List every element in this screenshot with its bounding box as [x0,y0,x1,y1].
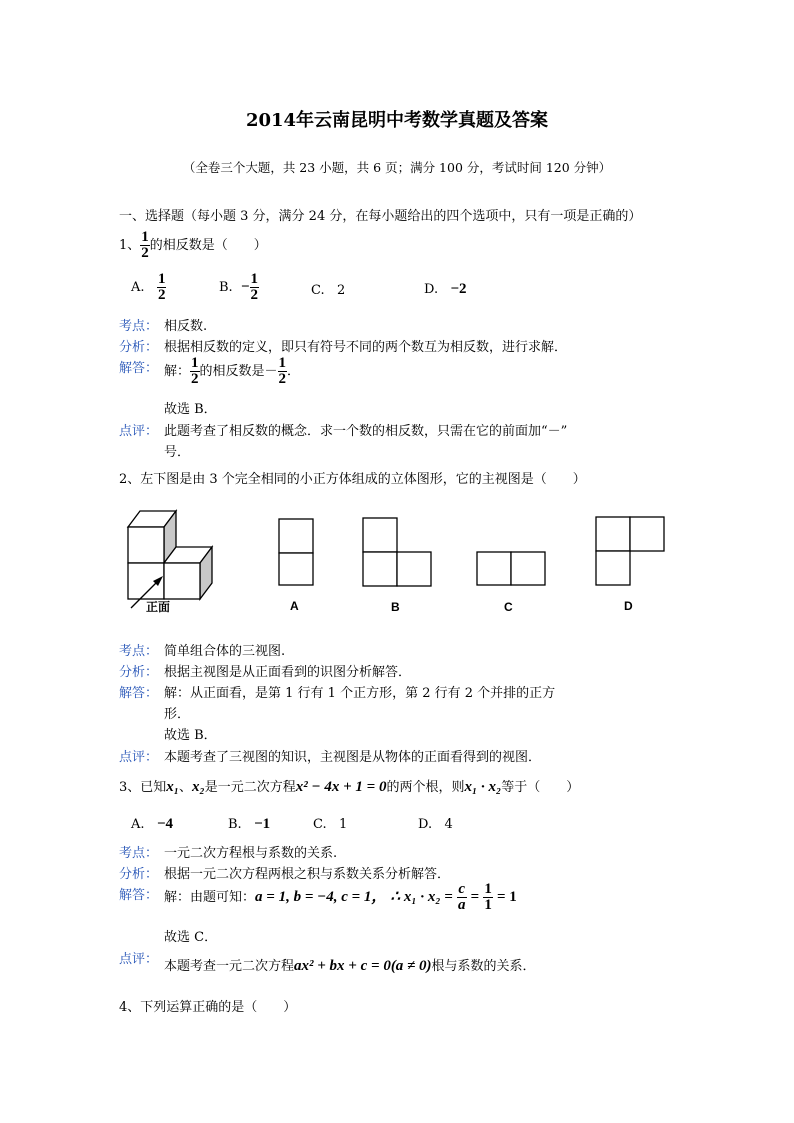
option-c[interactable]: C. 2 [311,283,346,298]
kaodian-label: 考点： [119,846,159,861]
section-heading: 一、选择题（每小题 3 分，满分 24 分，在每小题给出的四个选项中，只有一项是正确的） [119,209,642,224]
option-a[interactable]: A. −4 [131,816,173,832]
fraction-one-half: $\frac{1}{2}$ [141,229,149,261]
jieda-label: 解答： [119,686,159,701]
figure-c[interactable] [477,552,545,585]
front-label: 正面 [146,600,171,614]
choice-text: 故选 B． [164,728,217,743]
question-stem: 的相反数是（ ） [149,238,267,253]
dianping-text: 本题考查了三视图的知识，主视图是从物体的正面看得到的视图． [164,750,542,765]
dianping-text: 本题考查一元二次方程ax² + bx + c = 0(a ≠ 0)根与系数的关系． [164,958,536,974]
page-title: 2014年云南昆明中考数学真题及答案 [245,110,549,131]
question-number: 1、 [119,238,141,253]
figure-b[interactable] [363,518,431,586]
option-b[interactable]: B. −1 [228,816,271,832]
choice-text: 故选 B． [164,402,217,417]
option-c[interactable]: C. 1 [313,817,348,832]
figure-c-label: C [504,600,513,614]
cube-solid-figure [128,511,212,599]
question-1 [119,230,267,261]
three-view-figures [118,505,678,620]
option-b[interactable]: B. − $\frac{1}{2}$ [219,271,259,303]
dianping-text-1: 此题考查了相反数的概念．求一个数的相反数，只需在它的前面加“－” [164,424,568,439]
option-d[interactable]: D. −2 [424,281,467,297]
figure-d[interactable] [596,517,664,585]
jieda-label: 解答： [119,361,159,376]
kaodian-text: 简单组合体的三视图. [164,644,286,659]
figure-a[interactable] [279,519,313,585]
kaodian-text: 一元二次方程根与系数的关系. [164,846,338,861]
dianping-label: 点评： [119,424,159,439]
dianping-label: 点评： [119,952,159,967]
jieda-text-2: 形． [164,707,191,722]
figure-a-label: A [290,599,299,613]
option-a[interactable]: A. $\frac{1}{2}$ [131,271,166,303]
question-2: 2、左下图是由 3 个完全相同的小正方体组成的立体图形，它的主视图是（ ） [119,472,586,487]
jieda-text: 解：由题可知：a = 1, b = −4, c = 1， ∴ x₁ · x₂ = $\frac{c}{a}$ = $\frac{1}{1}$ = 1 [164,881,517,913]
jieda-label: 解答： [119,888,159,903]
dianping-label: 点评： [119,750,159,765]
choice-text: 故选 C． [164,930,218,945]
question-4: 4、下列运算正确的是（ ） [119,1000,297,1015]
fenxi-text: 根据一元二次方程两根之积与系数关系分析解答． [164,867,451,882]
kaodian-text: 相反数. [164,319,208,334]
option-d[interactable]: D. 4 [418,817,453,832]
figure-d-label: D [624,599,633,613]
figure-b-label: B [391,600,400,614]
jieda-text-1: 解：从正面看，是第 1 行有 1 个正方形，第 2 行有 2 个并排的正方 [164,686,556,701]
dianping-text-2: 号． [164,445,191,460]
fenxi-label: 分析： [119,665,159,680]
question-3: 3、已知x₁、x₂是一元二次方程x² − 4x + 1 = 0的两个根，则x₁ · x₂等于（ ） [119,779,580,795]
fenxi-label: 分析： [119,340,159,355]
kaodian-label: 考点： [119,319,159,334]
fenxi-text: 根据相反数的定义，即只有符号不同的两个数互为相反数，进行求解． [164,340,568,355]
fenxi-text: 根据主视图是从正面看到的识图分析解答． [164,665,412,680]
fenxi-label: 分析： [119,867,159,882]
exam-info: （全卷三个大题，共 23 小题，共 6 页；满分 100 分，考试时间 120 分钟） [182,160,612,175]
jieda-text: 解： $\frac{1}{2}$ 的相反数是－ $\frac{1}{2}$ ． [164,355,301,387]
kaodian-label: 考点： [119,644,159,659]
